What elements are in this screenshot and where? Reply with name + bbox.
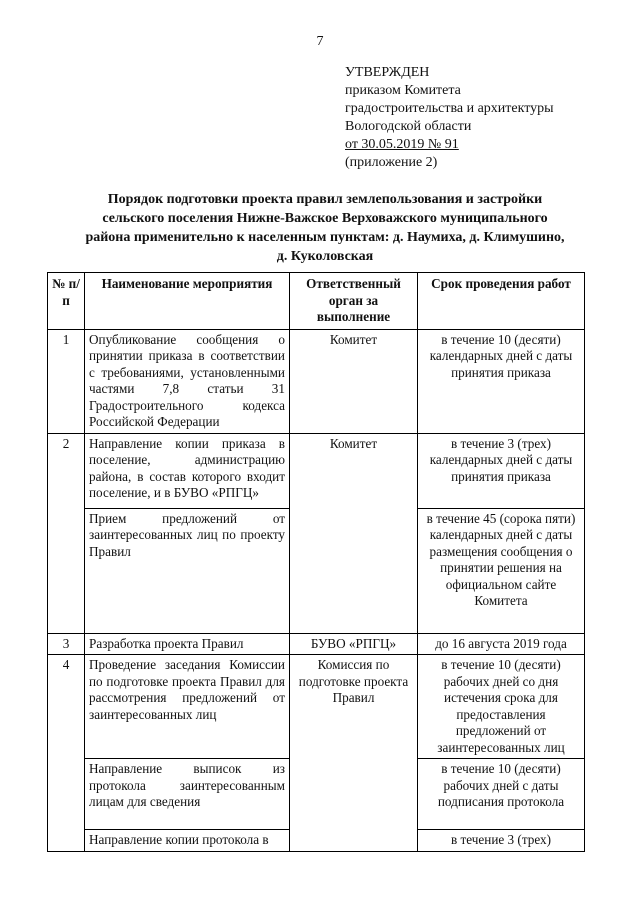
row-term: в течение 10 (десяти) рабочих дней со дня истечения срока для предоставления предложений от заинтересованных лиц (418, 655, 585, 759)
header-term: Срок проведения работ (418, 273, 585, 330)
row-num: 4 (48, 655, 85, 852)
row-term: в течение 10 (десяти) календарных дней с даты принятия приказа (418, 329, 585, 433)
title-line: д. Куколовская (276, 249, 374, 264)
table-header-row (48, 273, 585, 330)
approval-appendix: (приложение 2) (345, 155, 438, 170)
row-term: до 16 августа 2019 года (418, 633, 585, 655)
row-name: Направление копии протокола в (85, 830, 290, 852)
row-name: Прием предложений от заинтересованных лиц по проекту Правил (85, 508, 290, 633)
row-num: 2 (48, 433, 85, 633)
row-num: 3 (48, 633, 85, 655)
row-org: Комитет (290, 329, 418, 433)
row-org: Комитет (290, 433, 418, 633)
row-org: БУВО «РПГЦ» (290, 633, 418, 655)
page-number: 7 (316, 34, 324, 49)
row-term: в течение 3 (трех) (418, 830, 585, 852)
row-num: 1 (48, 329, 85, 433)
approval-stamp (345, 64, 625, 172)
procedure-table (47, 272, 585, 852)
approval-line: градостроительства и архитектуры (345, 101, 554, 116)
title-line: района применительно к населенным пунктам: д. Наумиха, д. Климушино, (85, 230, 565, 245)
table-row (48, 433, 585, 508)
header-org: Ответственный орган за выполнение (290, 273, 418, 330)
table-row (48, 633, 585, 655)
title-line: Порядок подготовки проекта правил землепользования и застройки (107, 192, 543, 207)
table-row (48, 655, 585, 759)
row-term: в течение 3 (трех) календарных дней с даты принятия приказа (418, 433, 585, 508)
header-num: № п/п (48, 273, 85, 330)
approval-order-date: от 30.05.2019 № 91 (345, 137, 459, 152)
table-row (48, 329, 585, 433)
title-line: сельского поселения Нижне-Важское Верховажского муниципального (102, 211, 548, 226)
row-term: в течение 10 (десяти) рабочих дней с даты подписания протокола (418, 759, 585, 830)
row-org: Комиссия по подготовке проекта Правил (290, 655, 418, 852)
row-name: Опубликование сообщения о принятии приказа в соответствии с требованиями, установленными частями 7,8 статьи 31 Градостроительного кодекса Российской Федерации (85, 329, 290, 433)
approval-heading: УТВЕРЖДЕН (345, 65, 430, 80)
row-name: Направление выписок из протокола заинтересованным лицам для сведения (85, 759, 290, 830)
approval-line: Вологодской области (345, 119, 472, 134)
approval-line: приказом Комитета (345, 83, 461, 98)
document-title (60, 190, 590, 266)
row-name: Направление копии приказа в поселение, администрацию района, в состав которого входит поселение, и в БУВО «РПГЦ» (85, 433, 290, 508)
row-name: Проведение заседания Комиссии по подготовке проекта Правил для рассмотрения предложений от заинтересованных лиц (85, 655, 290, 759)
header-name: Наименование мероприятия (85, 273, 290, 330)
row-term: в течение 45 (сорока пяти) календарных дней с даты размещения сообщения о принятии решения на официальном сайте Комитета (418, 508, 585, 633)
row-name: Разработка проекта Правил (85, 633, 290, 655)
